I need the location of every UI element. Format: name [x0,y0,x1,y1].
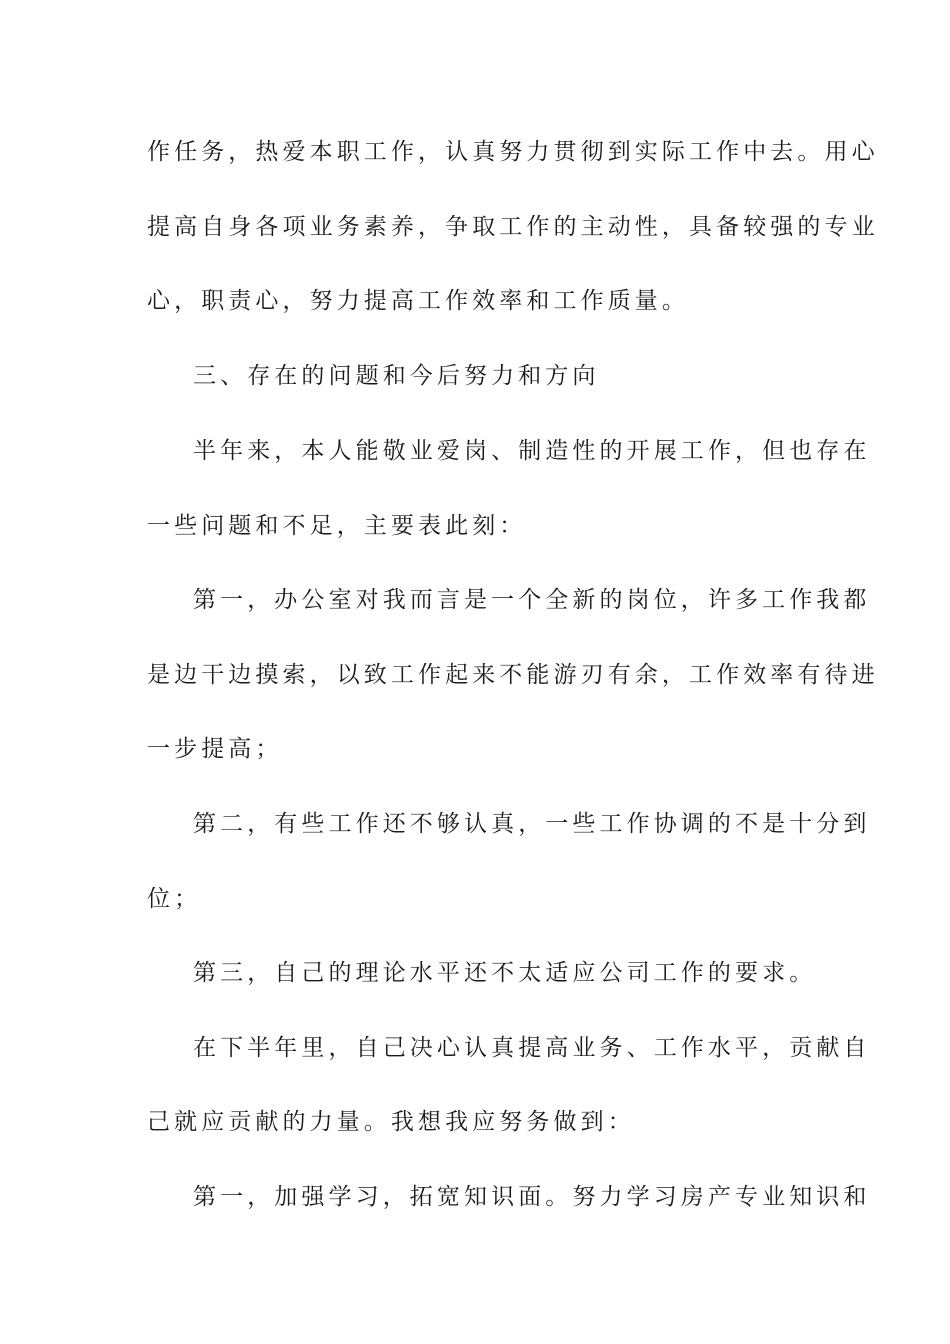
paragraph-line: 位； [147,886,202,912]
paragraph-line: 提高自身各项业务素养，争取工作的主动性，具备较强的专业 [147,214,879,240]
paragraph-line: 第二，有些工作还不够认真，一些工作协调的不是十分到 [193,811,871,837]
paragraph-line: 己就应贡献的力量。我想我应努务做到： [147,1109,635,1135]
paragraph-line: 作任务，热爱本职工作，认真努力贯彻到实际工作中去。用心 [147,139,879,165]
paragraph-line: 半年来，本人能敬业爱岗、制造性的开展工作，但也存在 [193,438,871,464]
paragraph-line: 一些问题和不足，主要表此刻： [147,513,527,539]
section-heading: 三、存在的问题和今后努力和方向 [193,363,600,389]
paragraph-line: 第一，办公室对我而言是一个全新的岗位，许多工作我都 [193,587,871,613]
paragraph-line: 是边干边摸索，以致工作起来不能游刃有余，工作效率有待进 [147,662,879,688]
paragraph-line: 一步提高； [147,736,283,762]
paragraph-line: 心，职责心，努力提高工作效率和工作质量。 [147,288,689,314]
paragraph-line: 在下半年里，自己决心认真提高业务、工作水平，贡献自 [193,1035,871,1061]
paragraph-line: 第三，自己的理论水平还不太适应公司工作的要求。 [193,960,817,986]
paragraph-line: 第一，加强学习，拓宽知识面。努力学习房产专业知识和 [193,1184,871,1210]
